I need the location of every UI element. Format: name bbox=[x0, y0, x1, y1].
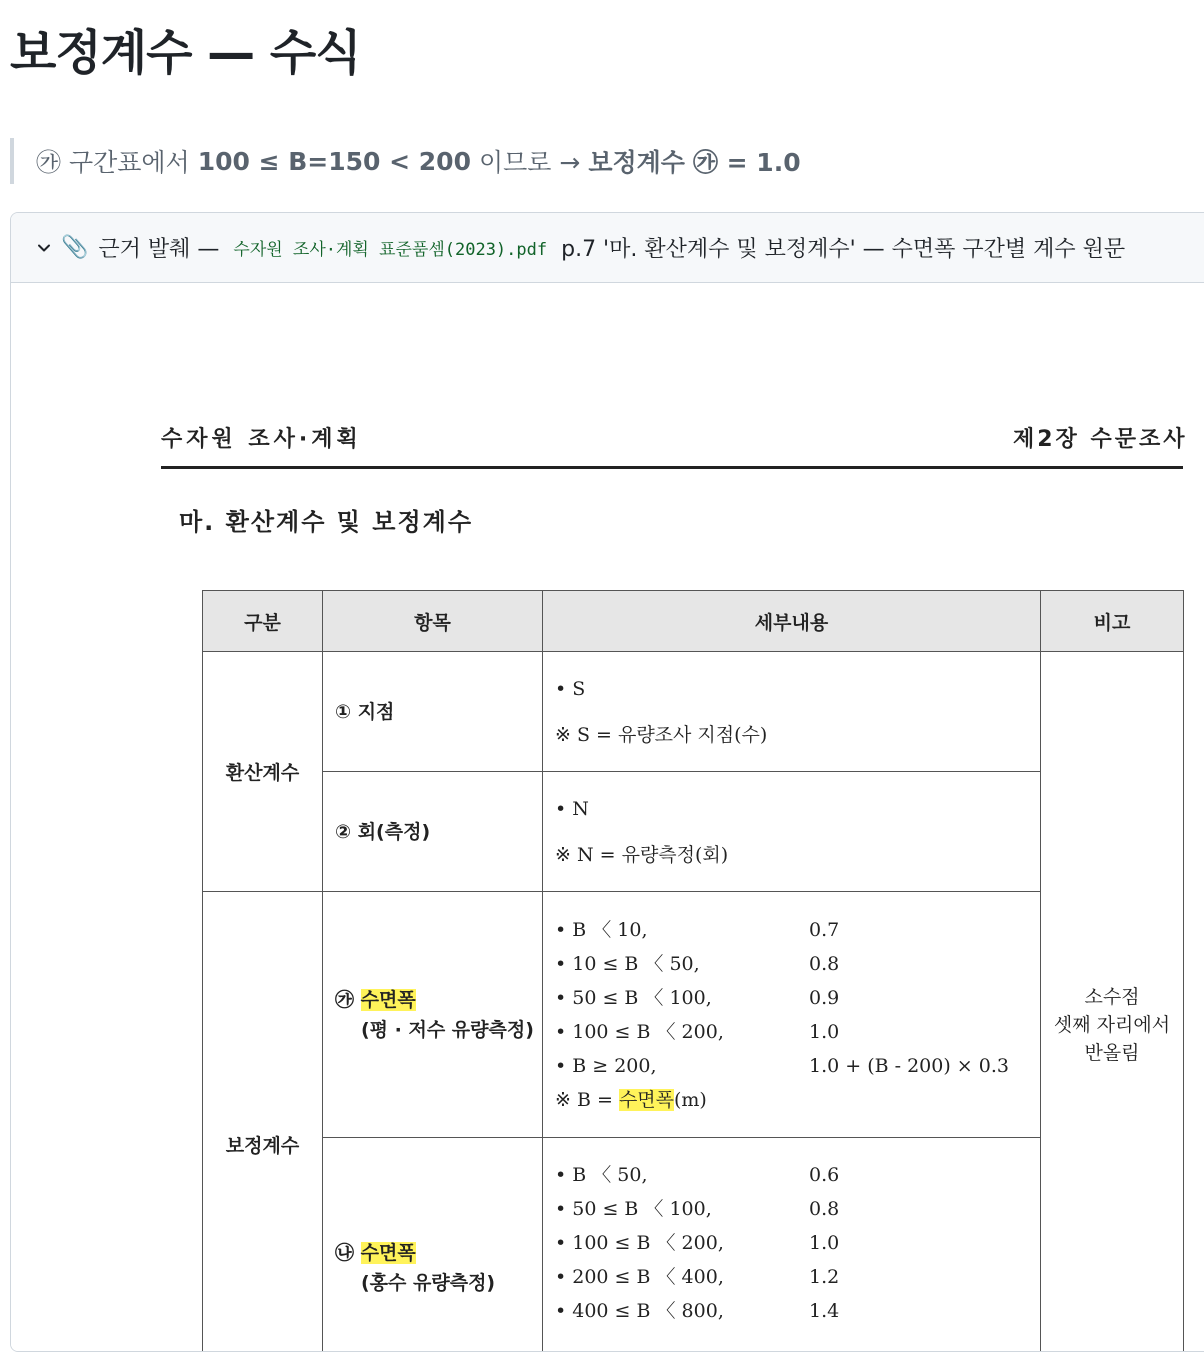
range-value: 0.9 bbox=[809, 981, 1039, 1015]
table-row bbox=[203, 652, 1184, 772]
detail-line: • N bbox=[555, 792, 1039, 826]
chevron-down-icon[interactable] bbox=[37, 241, 51, 255]
quote-result-label: 보정계수 bbox=[588, 143, 685, 179]
range-value: 0.8 bbox=[809, 947, 1039, 981]
item-measurement: ② 회(측정) bbox=[323, 772, 543, 892]
note-line: 소수점 bbox=[1042, 983, 1182, 1011]
item-width-low-flow bbox=[323, 892, 543, 1138]
range-condition: • 50 ≤ B 〈 100, bbox=[555, 1192, 809, 1226]
range-condition: • 400 ≤ B 〈 800, bbox=[555, 1294, 809, 1328]
note-rounding bbox=[1041, 652, 1184, 1352]
highlighted-term: 수면폭 bbox=[619, 1089, 674, 1111]
range-row bbox=[555, 1049, 1039, 1083]
highlighted-term: 수면폭 bbox=[361, 1242, 416, 1264]
range-row bbox=[555, 1226, 1039, 1260]
range-value: 0.6 bbox=[809, 1158, 1039, 1192]
detail-line: ※ S = 유량조사 지점(수) bbox=[555, 718, 1039, 752]
item-point: ① 지점 bbox=[323, 652, 543, 772]
range-value: 1.0 bbox=[809, 1226, 1039, 1260]
quote-prefix: ㉮ 구간표에서 bbox=[36, 143, 190, 179]
range-row bbox=[555, 981, 1039, 1015]
result-quote bbox=[10, 138, 1110, 184]
width-footnote bbox=[555, 1083, 1039, 1117]
detail-measurement bbox=[543, 772, 1041, 892]
range-row bbox=[555, 947, 1039, 981]
category-correction: 보정계수 bbox=[203, 892, 323, 1352]
detail-point bbox=[543, 652, 1041, 772]
detail-line: • S bbox=[555, 672, 1039, 706]
page-title: 보정계수 — 수식 bbox=[10, 14, 361, 83]
range-value: 1.4 bbox=[809, 1294, 1039, 1328]
range-value: 0.7 bbox=[809, 913, 1039, 947]
range-condition: • B 〈 50, bbox=[555, 1158, 809, 1192]
item-subtitle: (평 · 저수 유량측정) bbox=[335, 1015, 541, 1045]
pdf-page-excerpt bbox=[11, 284, 1204, 1351]
range-value: 1.0 + (B - 200) × 0.3 bbox=[809, 1049, 1039, 1083]
evidence-file: 수자원 조사·계획 표준품셈(2023).pdf bbox=[233, 235, 547, 260]
category-conversion: 환산계수 bbox=[203, 652, 323, 892]
range-condition: • B ≥ 200, bbox=[555, 1049, 809, 1083]
range-row bbox=[555, 913, 1039, 947]
range-condition: • 100 ≤ B 〈 200, bbox=[555, 1015, 809, 1049]
range-row bbox=[555, 1158, 1039, 1192]
doc-header-rule bbox=[161, 466, 1183, 469]
table-row bbox=[203, 772, 1184, 892]
table-header: 항목 bbox=[323, 591, 543, 652]
evidence-description: p.7 '마. 환산계수 및 보정계수' — 수면폭 구간별 계수 원문 bbox=[561, 232, 1125, 263]
table-header: 구분 bbox=[203, 591, 323, 652]
range-condition: • 100 ≤ B 〈 200, bbox=[555, 1226, 809, 1260]
highlighted-term: 수면폭 bbox=[361, 989, 416, 1011]
range-value: 1.2 bbox=[809, 1260, 1039, 1294]
footnote-unit: (m) bbox=[674, 1089, 707, 1111]
detail-line: ※ N = 유량측정(회) bbox=[555, 838, 1039, 872]
evidence-summary-toggle[interactable] bbox=[11, 213, 1204, 283]
range-row bbox=[555, 1294, 1039, 1328]
table-header: 비고 bbox=[1041, 591, 1184, 652]
table-header: 세부내용 bbox=[543, 591, 1041, 652]
range-condition: • B 〈 10, bbox=[555, 913, 809, 947]
evidence-details bbox=[10, 212, 1204, 1352]
range-value: 0.8 bbox=[809, 1192, 1039, 1226]
detail-width-low-flow bbox=[543, 892, 1041, 1138]
range-row bbox=[555, 1192, 1039, 1226]
quote-result-value: ㉮ = 1.0 bbox=[693, 143, 801, 179]
table-row bbox=[203, 892, 1184, 1138]
quote-middle: 이므로 → bbox=[479, 143, 580, 179]
quote-condition: 100 ≤ B=150 < 200 bbox=[198, 147, 471, 176]
doc-header-left: 수자원 조사·계획 bbox=[161, 422, 362, 453]
range-row bbox=[555, 1015, 1039, 1049]
table-header-row bbox=[203, 591, 1184, 652]
paperclip-icon: 📎 bbox=[61, 235, 88, 260]
doc-header-right: 제2장 수문조사 bbox=[1013, 422, 1187, 453]
item-mark: ㉮ bbox=[335, 989, 354, 1011]
note-line: 반올림 bbox=[1042, 1039, 1182, 1067]
range-condition: • 200 ≤ B 〈 400, bbox=[555, 1260, 809, 1294]
coefficient-table bbox=[202, 590, 1184, 1352]
item-subtitle: (홍수 유량측정) bbox=[335, 1268, 541, 1298]
doc-section-title: 마. 환산계수 및 보정계수 bbox=[179, 502, 473, 537]
evidence-label: 근거 발췌 — bbox=[98, 232, 219, 263]
range-condition: • 10 ≤ B 〈 50, bbox=[555, 947, 809, 981]
item-mark: ㉯ bbox=[335, 1242, 354, 1264]
range-condition: • 50 ≤ B 〈 100, bbox=[555, 981, 809, 1015]
range-row bbox=[555, 1260, 1039, 1294]
range-value: 1.0 bbox=[809, 1015, 1039, 1049]
note-line: 셋째 자리에서 bbox=[1042, 1011, 1182, 1039]
footnote-text: ※ B = bbox=[555, 1089, 613, 1111]
